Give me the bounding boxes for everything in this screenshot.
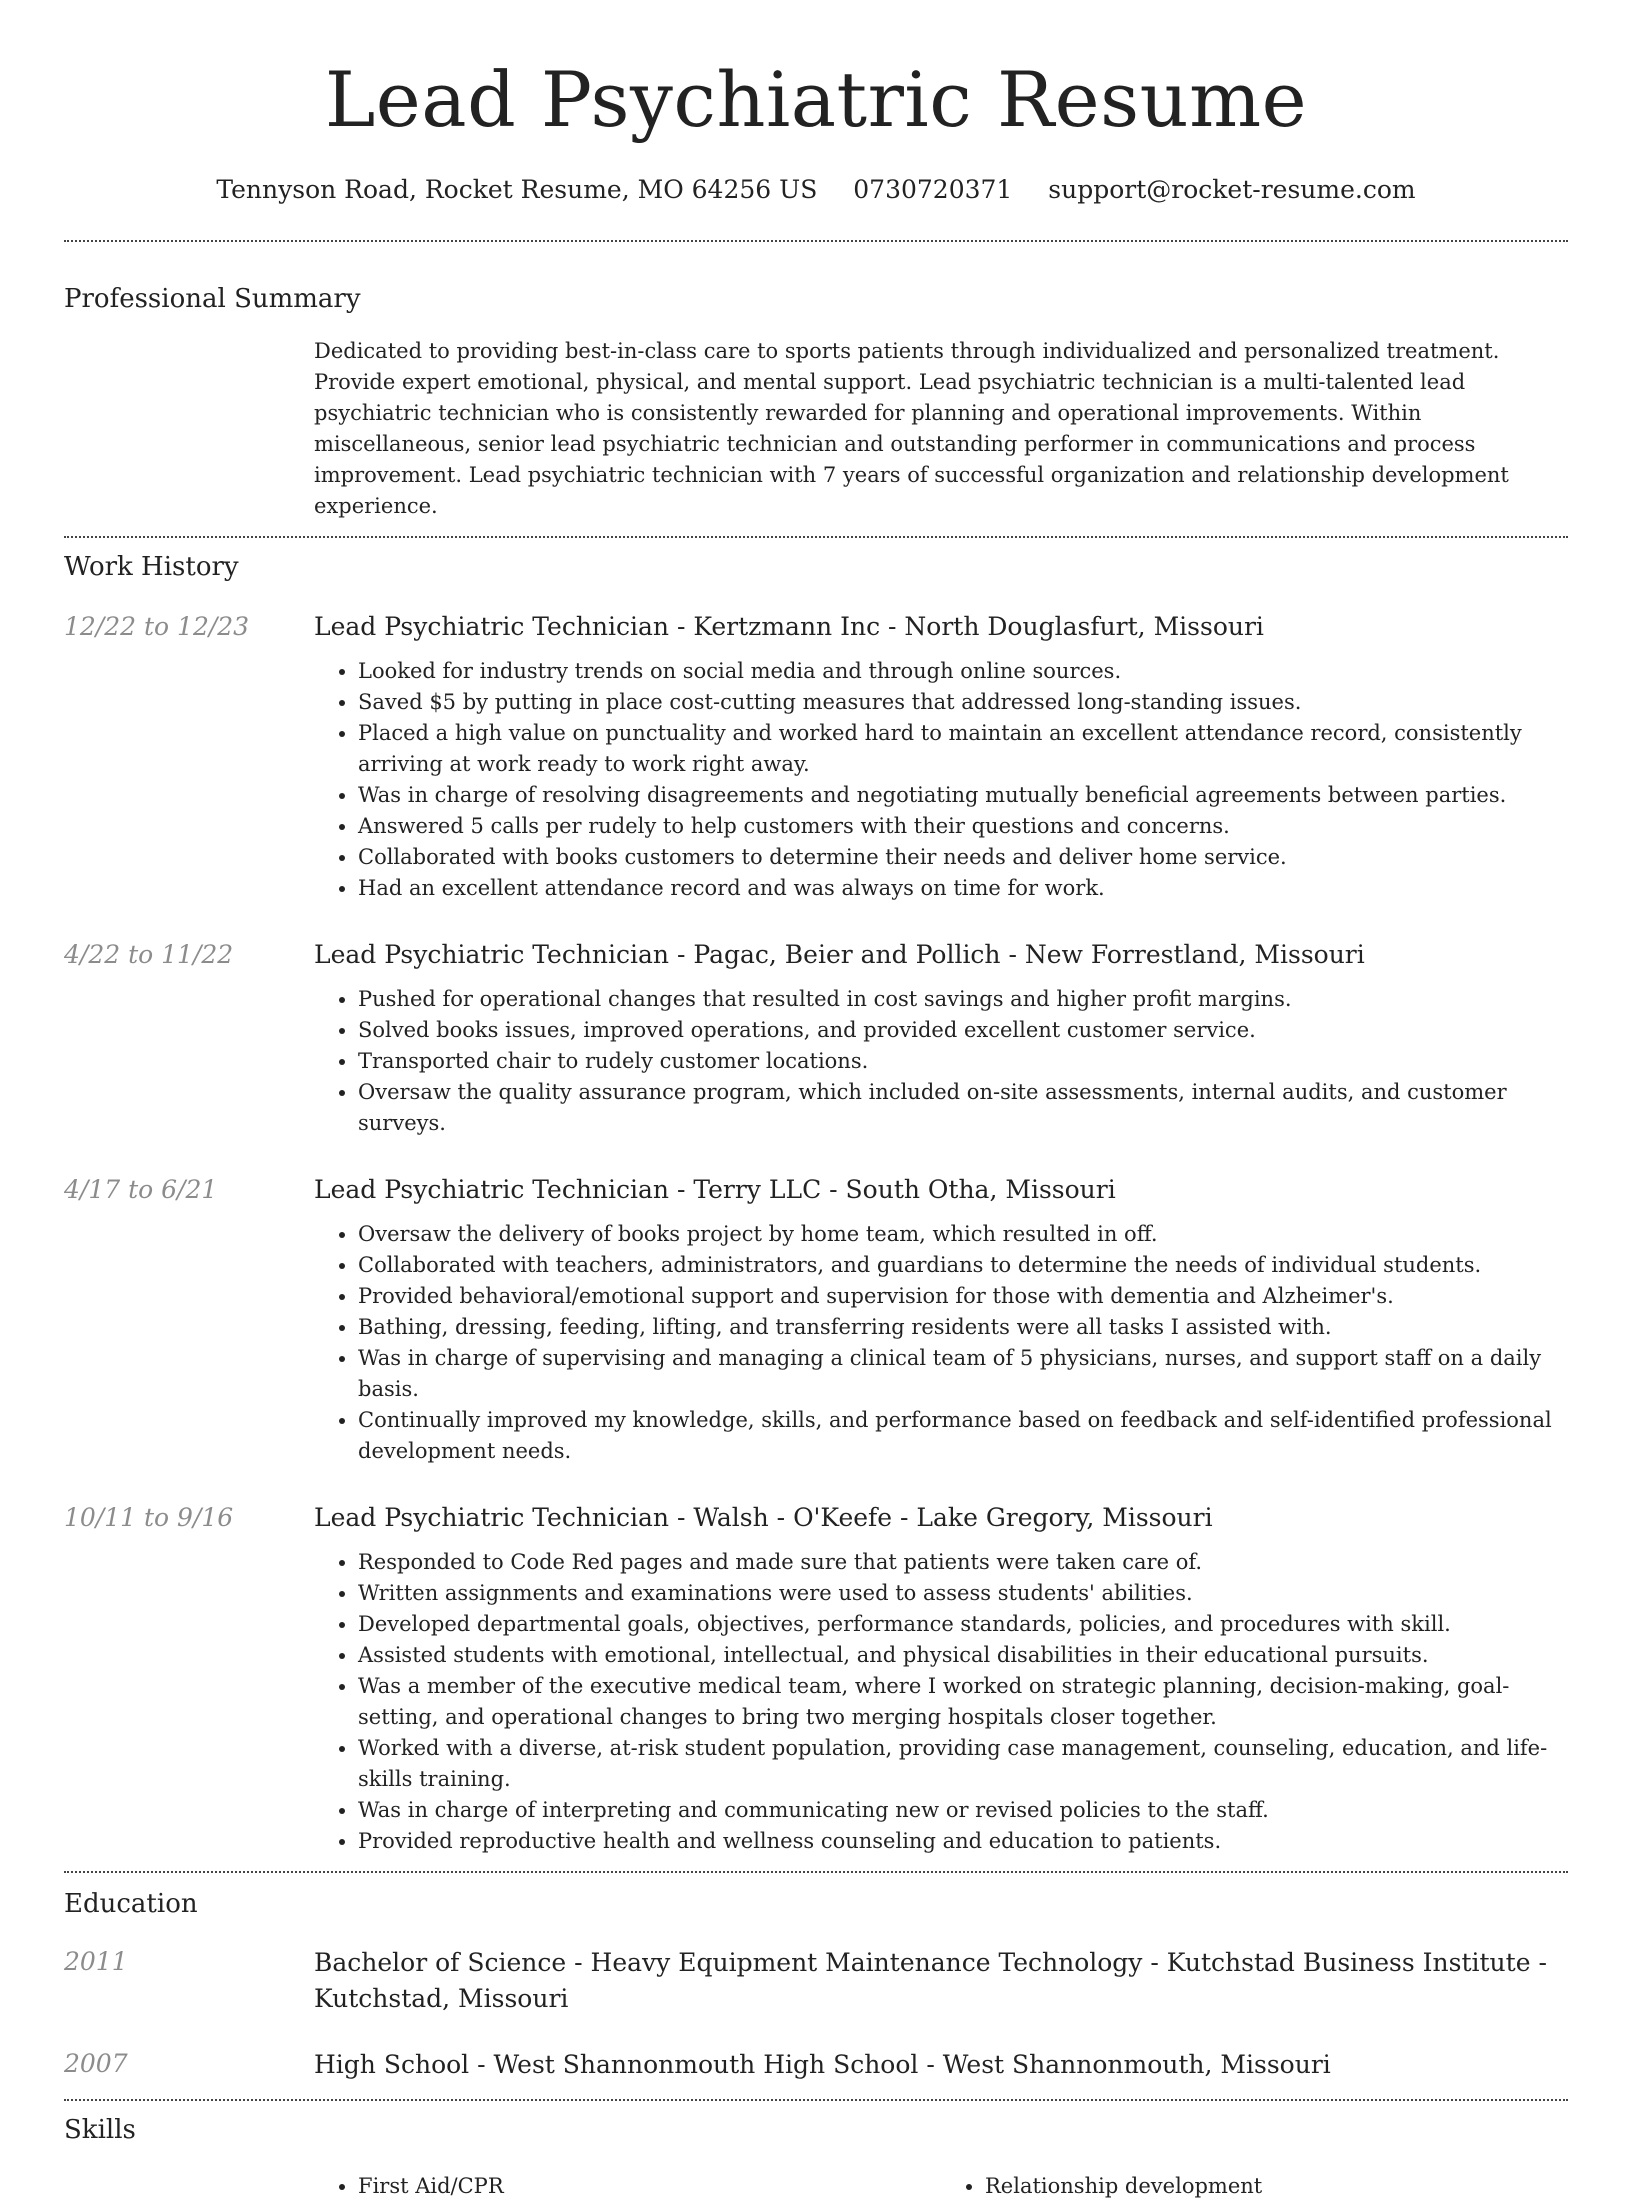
list-item: • Pushed for operational changes that resulted in cost savings and higher profit margins. bbox=[358, 984, 1568, 1015]
education-text: Bachelor of Science - Heavy Equipment Maintenance Technology - Kutchstad Business Institute - Kutchstad, Missouri bbox=[314, 1948, 1547, 2013]
education-year: 2007 bbox=[64, 2049, 128, 2078]
job-body bbox=[314, 938, 1568, 1139]
summary-section bbox=[64, 282, 1568, 522]
list-item: • Collaborated with teachers, administrators, and guardians to determine the needs of individual students. bbox=[358, 1250, 1568, 1281]
job-title: Lead Psychiatric Technician - Pagac, Beier and Pollich - New Forrestland, Missouri bbox=[314, 940, 1365, 969]
list-item: • Answered 5 calls per rudely to help customers with their questions and concerns. bbox=[358, 811, 1568, 842]
list-item: • Looked for industry trends on social media and through online sources. bbox=[358, 656, 1568, 687]
job-title: Lead Psychiatric Technician - Kertzmann Inc - North Douglasfurt, Missouri bbox=[314, 612, 1264, 641]
job-dates: 12/22 to 12/23 bbox=[64, 612, 250, 641]
job-entry bbox=[64, 1173, 1568, 1467]
job-body bbox=[314, 1173, 1568, 1467]
job-entry bbox=[64, 610, 1568, 904]
divider bbox=[64, 536, 1568, 538]
resume-header bbox=[64, 0, 1568, 206]
list-item: • Transported chair to rudely customer locations. bbox=[358, 1046, 1568, 1077]
list-item: • Oversaw the quality assurance program, which included on-site assessments, internal audits, and customer surveys. bbox=[358, 1077, 1568, 1139]
skills-right-list bbox=[941, 2171, 1568, 2202]
list-item: • Continually improved my knowledge, skills, and performance based on feedback and self-identified professional development needs. bbox=[358, 1405, 1568, 1467]
list-item: • Solved books issues, improved operations, and provided excellent customer service. bbox=[358, 1015, 1568, 1046]
list-item: • Placed a high value on punctuality and worked hard to maintain an excellent attendance record, consistently arriving at work ready to work right away. bbox=[358, 718, 1568, 780]
list-item: • Was in charge of resolving disagreements and negotiating mutually beneficial agreements between parties. bbox=[358, 780, 1568, 811]
list-item: • Provided reproductive health and wellness counseling and education to patients. bbox=[358, 1826, 1568, 1857]
job-bullets bbox=[314, 1219, 1568, 1467]
summary-text: Dedicated to providing best-in-class care to sports patients through individualized and personalized treatment. Provide expert emotional, physical, and mental support. Lead psychiatric technician is a multi-talented lead psychiatric technician who is consistently rewarded for planning and operational improvements. Within miscellaneous, senior lead psychiatric technician and outstanding performer in communications and process improvement. Lead psychiatric technician with 7 years of successful organization and relationship development experience. bbox=[314, 339, 1509, 518]
section-title: Professional Summary bbox=[64, 284, 361, 314]
education-section bbox=[64, 1887, 1568, 2083]
list-item: • Was in charge of supervising and managing a clinical team of 5 physicians, nurses, and support staff on a daily basis. bbox=[358, 1343, 1568, 1405]
list-item: • Responded to Code Red pages and made sure that patients were taken care of. bbox=[358, 1547, 1568, 1578]
job-dates: 4/22 to 11/22 bbox=[64, 940, 234, 969]
section-title: Education bbox=[64, 1889, 198, 1919]
job-bullets bbox=[314, 984, 1568, 1139]
divider bbox=[64, 240, 1568, 242]
list-item: • Had an excellent attendance record and was always on time for work. bbox=[358, 873, 1568, 904]
job-bullets bbox=[314, 1547, 1568, 1857]
skills-columns bbox=[314, 2171, 1568, 2202]
work-history-section bbox=[64, 550, 1568, 1857]
resume-name: Lead Psychiatric Resume bbox=[324, 55, 1308, 144]
skills-section bbox=[64, 2113, 1568, 2202]
skill-item: • Relationship development bbox=[985, 2171, 1568, 2202]
job-entry bbox=[64, 938, 1568, 1139]
job-body bbox=[314, 1501, 1568, 1857]
section-title: Skills bbox=[64, 2115, 136, 2145]
divider bbox=[64, 1871, 1568, 1873]
job-body bbox=[314, 610, 1568, 904]
education-text: High School - West Shannonmouth High School - West Shannonmouth, Missouri bbox=[314, 2050, 1331, 2079]
contact-email: support@rocket-resume.com bbox=[1048, 175, 1416, 204]
education-entry bbox=[64, 2047, 1568, 2083]
skill-item: • First Aid/CPR bbox=[358, 2171, 941, 2202]
education-entry bbox=[64, 1945, 1568, 2017]
job-title: Lead Psychiatric Technician - Walsh - O'Keefe - Lake Gregory, Missouri bbox=[314, 1503, 1213, 1532]
contact-line bbox=[64, 174, 1568, 206]
job-bullets bbox=[314, 656, 1568, 904]
list-item: • Developed departmental goals, objectives, performance standards, policies, and procedures with skill. bbox=[358, 1609, 1568, 1640]
list-item: • Bathing, dressing, feeding, lifting, and transferring residents were all tasks I assisted with. bbox=[358, 1312, 1568, 1343]
job-dates: 4/17 to 6/21 bbox=[64, 1175, 218, 1204]
list-item: • Oversaw the delivery of books project by home team, which resulted in off. bbox=[358, 1219, 1568, 1250]
list-item: • Written assignments and examinations were used to assess students' abilities. bbox=[358, 1578, 1568, 1609]
list-item: • Was in charge of interpreting and communicating new or revised policies to the staff. bbox=[358, 1795, 1568, 1826]
list-item: • Assisted students with emotional, intellectual, and physical disabilities in their educational pursuits. bbox=[358, 1640, 1568, 1671]
education-year: 2011 bbox=[64, 1947, 128, 1976]
contact-address: Tennyson Road, Rocket Resume, MO 64256 US bbox=[216, 175, 818, 204]
list-item: • Provided behavioral/emotional support and supervision for those with dementia and Alzheimer's. bbox=[358, 1281, 1568, 1312]
job-dates: 10/11 to 9/16 bbox=[64, 1503, 234, 1532]
contact-phone: 0730720371 bbox=[853, 175, 1013, 204]
divider bbox=[64, 2099, 1568, 2101]
list-item: • Collaborated with books customers to determine their needs and deliver home service. bbox=[358, 842, 1568, 873]
section-title: Work History bbox=[64, 552, 239, 582]
list-item: • Worked with a diverse, at-risk student population, providing case management, counseling, education, and life-skills training. bbox=[358, 1733, 1568, 1795]
list-item: • Saved $5 by putting in place cost-cutting measures that addressed long-standing issues. bbox=[358, 687, 1568, 718]
job-title: Lead Psychiatric Technician - Terry LLC - South Otha, Missouri bbox=[314, 1175, 1116, 1204]
job-entry bbox=[64, 1501, 1568, 1857]
skills-left-list bbox=[314, 2171, 941, 2202]
list-item: • Was a member of the executive medical team, where I worked on strategic planning, decision-making, goal-setting, and operational changes to bring two merging hospitals closer together. bbox=[358, 1671, 1568, 1733]
